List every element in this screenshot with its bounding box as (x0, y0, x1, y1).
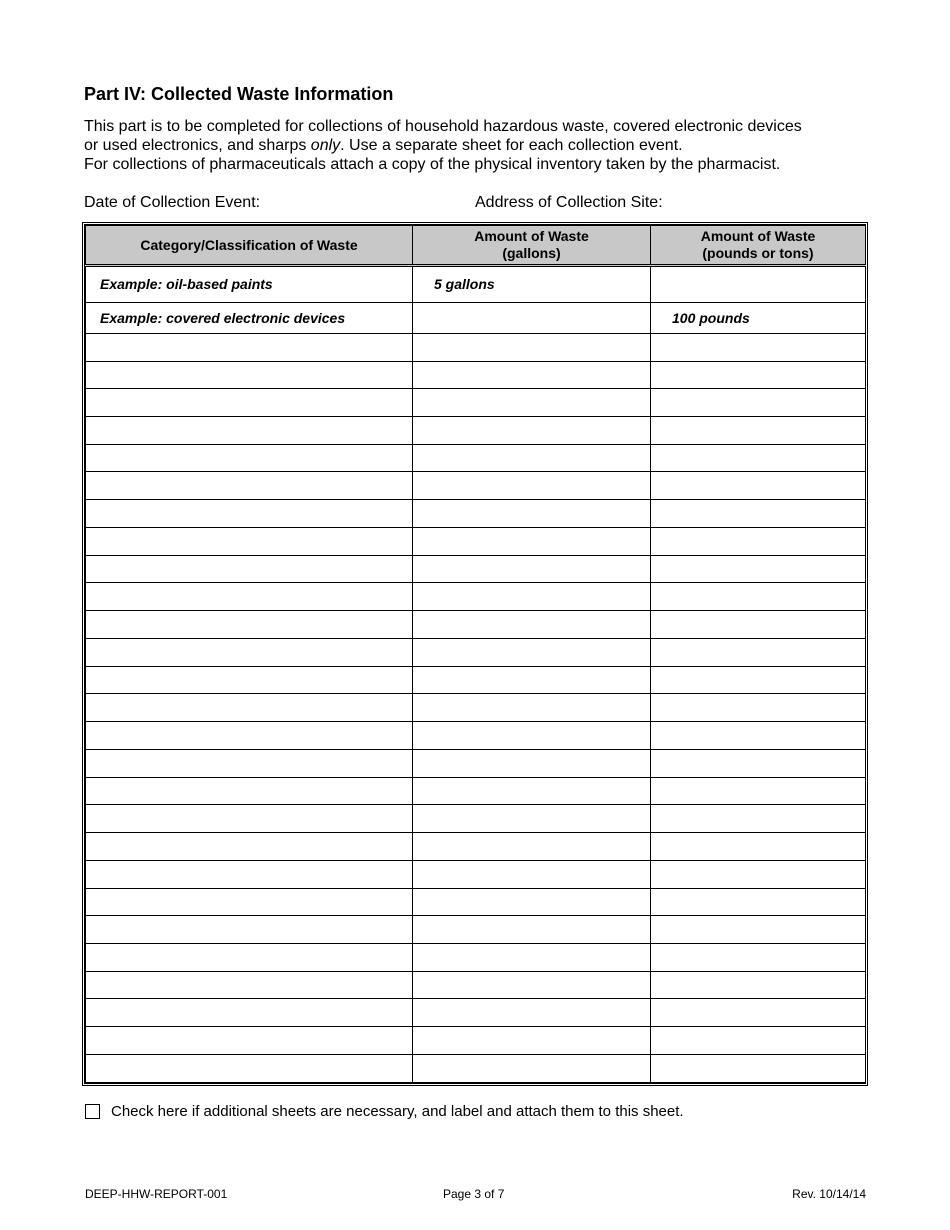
table-row (86, 333, 866, 361)
blank-gallons-cell[interactable] (413, 694, 651, 722)
blank-category-cell[interactable] (86, 777, 413, 805)
blank-pounds-cell[interactable] (651, 888, 866, 916)
blank-pounds-cell[interactable] (651, 916, 866, 944)
blank-pounds-cell[interactable] (651, 527, 866, 555)
blank-gallons-cell[interactable] (413, 583, 651, 611)
table-row (86, 1054, 866, 1082)
blank-pounds-cell[interactable] (651, 805, 866, 833)
blank-category-cell[interactable] (86, 722, 413, 750)
blank-gallons-cell[interactable] (413, 444, 651, 472)
blank-pounds-cell[interactable] (651, 500, 866, 528)
blank-category-cell[interactable] (86, 611, 413, 639)
instructions-line-2 (84, 136, 884, 155)
table-row (86, 1027, 866, 1055)
header-gallons-line-2: (gallons) (502, 245, 561, 261)
instructions (84, 117, 884, 174)
blank-category-cell[interactable] (86, 333, 413, 361)
table-row (86, 971, 866, 999)
table-row (86, 444, 866, 472)
blank-gallons-cell[interactable] (413, 555, 651, 583)
table-body (86, 266, 866, 1083)
instructions-line-2-start: or used electronics, and sharps (84, 137, 311, 154)
blank-category-cell[interactable] (86, 888, 413, 916)
blank-pounds-cell[interactable] (651, 860, 866, 888)
table-row (86, 302, 866, 333)
table-row (86, 694, 866, 722)
blank-pounds-cell[interactable] (651, 999, 866, 1027)
table-row (86, 805, 866, 833)
blank-gallons-cell[interactable] (413, 666, 651, 694)
page-title: Part IV: Collected Waste Information (84, 84, 394, 104)
table-row (86, 943, 866, 971)
header-category: Category/Classification of Waste (86, 226, 413, 266)
example-category-cell[interactable]: Example: oil-based paints (86, 266, 413, 303)
blank-pounds-cell[interactable] (651, 833, 866, 861)
table-row (86, 500, 866, 528)
blank-category-cell[interactable] (86, 555, 413, 583)
blank-category-cell[interactable] (86, 361, 413, 389)
blank-gallons-cell[interactable] (413, 389, 651, 417)
waste-table (85, 225, 866, 1083)
table-row (86, 583, 866, 611)
blank-pounds-cell[interactable] (651, 472, 866, 500)
blank-pounds-cell[interactable] (651, 417, 866, 445)
blank-gallons-cell[interactable] (413, 638, 651, 666)
table-row (86, 666, 866, 694)
blank-gallons-cell[interactable] (413, 472, 651, 500)
blank-gallons-cell[interactable] (413, 999, 651, 1027)
blank-gallons-cell[interactable] (413, 860, 651, 888)
table-row (86, 527, 866, 555)
blank-category-cell[interactable] (86, 999, 413, 1027)
blank-gallons-cell[interactable] (413, 527, 651, 555)
instructions-line-3: For collections of pharmaceuticals attach a copy of the physical inventory taken by the pharmacist. (84, 156, 781, 173)
footer-page-number: Page 3 of 7 (443, 1187, 505, 1201)
blank-category-cell[interactable] (86, 444, 413, 472)
blank-pounds-cell[interactable] (651, 1054, 866, 1082)
address-of-collection-label: Address of Collection Site: (475, 194, 663, 211)
instructions-line-2-emphasis: only (310, 137, 341, 154)
blank-category-cell[interactable] (86, 916, 413, 944)
example-category-cell[interactable]: Example: covered electronic devices (86, 302, 413, 333)
instructions-line-2-end: . Use a separate sheet for each collection event. (340, 137, 683, 154)
footer-form-id: DEEP-HHW-REPORT-001 (85, 1187, 228, 1201)
blank-category-cell[interactable] (86, 805, 413, 833)
footer-revision: Rev. 10/14/14 (792, 1187, 866, 1201)
blank-pounds-cell[interactable] (651, 694, 866, 722)
blank-pounds-cell[interactable] (651, 777, 866, 805)
blank-gallons-cell[interactable] (413, 943, 651, 971)
blank-category-cell[interactable] (86, 749, 413, 777)
blank-pounds-cell[interactable] (651, 389, 866, 417)
blank-gallons-cell[interactable] (413, 361, 651, 389)
additional-sheets-checkbox[interactable] (85, 1104, 100, 1119)
blank-gallons-cell[interactable] (413, 971, 651, 999)
blank-pounds-cell[interactable] (651, 943, 866, 971)
table-row (86, 833, 866, 861)
blank-gallons-cell[interactable] (413, 1027, 651, 1055)
example-gallons-cell[interactable] (413, 302, 651, 333)
blank-category-cell[interactable] (86, 943, 413, 971)
blank-gallons-cell[interactable] (413, 805, 651, 833)
table-row (86, 417, 866, 445)
blank-gallons-cell[interactable] (413, 417, 651, 445)
blank-gallons-cell[interactable] (413, 1054, 651, 1082)
blank-gallons-cell[interactable] (413, 777, 651, 805)
table-row (86, 389, 866, 417)
waste-table-frame (82, 222, 868, 1086)
blank-pounds-cell[interactable] (651, 333, 866, 361)
blank-gallons-cell[interactable] (413, 888, 651, 916)
header-gallons-line-1: Amount of Waste (474, 228, 589, 244)
blank-pounds-cell[interactable] (651, 722, 866, 750)
blank-category-cell[interactable] (86, 1027, 413, 1055)
blank-category-cell[interactable] (86, 583, 413, 611)
blank-gallons-cell[interactable] (413, 916, 651, 944)
blank-category-cell[interactable] (86, 860, 413, 888)
header-gallons (413, 226, 651, 266)
blank-category-cell[interactable] (86, 472, 413, 500)
table-header-row (86, 226, 866, 266)
table-row (86, 361, 866, 389)
blank-pounds-cell[interactable] (651, 638, 866, 666)
table-row (86, 749, 866, 777)
table-row (86, 860, 866, 888)
additional-sheets-label: Check here if additional sheets are necessary, and label and attach them to this sheet. (111, 1103, 684, 1120)
blank-pounds-cell[interactable] (651, 361, 866, 389)
table-row (86, 472, 866, 500)
table-row (86, 638, 866, 666)
table-row (86, 777, 866, 805)
blank-category-cell[interactable] (86, 833, 413, 861)
blank-category-cell[interactable] (86, 1054, 413, 1082)
blank-pounds-cell[interactable] (651, 611, 866, 639)
date-of-collection-label: Date of Collection Event: (84, 194, 261, 211)
blank-pounds-cell[interactable] (651, 444, 866, 472)
blank-pounds-cell[interactable] (651, 971, 866, 999)
blank-gallons-cell[interactable] (413, 722, 651, 750)
example-gallons-cell[interactable]: 5 gallons (413, 266, 651, 303)
table-row (86, 266, 866, 303)
blank-pounds-cell[interactable] (651, 583, 866, 611)
blank-category-cell[interactable] (86, 500, 413, 528)
blank-gallons-cell[interactable] (413, 833, 651, 861)
instructions-line-1: This part is to be completed for collections of household hazardous waste, covered electronic devices (84, 118, 802, 135)
blank-pounds-cell[interactable] (651, 555, 866, 583)
example-pounds-cell[interactable]: 100 pounds (651, 302, 866, 333)
blank-category-cell[interactable] (86, 638, 413, 666)
header-pounds-line-1: Amount of Waste (700, 228, 816, 244)
blank-category-cell[interactable] (86, 694, 413, 722)
blank-pounds-cell[interactable] (651, 749, 866, 777)
blank-gallons-cell[interactable] (413, 500, 651, 528)
table-row (86, 999, 866, 1027)
blank-pounds-cell[interactable] (651, 1027, 866, 1055)
blank-category-cell[interactable] (86, 666, 413, 694)
blank-gallons-cell[interactable] (413, 611, 651, 639)
blank-gallons-cell[interactable] (413, 333, 651, 361)
table-row (86, 555, 866, 583)
additional-sheets-row (85, 1103, 684, 1120)
blank-category-cell[interactable] (86, 417, 413, 445)
table-row (86, 611, 866, 639)
table-row (86, 722, 866, 750)
header-pounds (651, 226, 866, 266)
blank-gallons-cell[interactable] (413, 749, 651, 777)
blank-pounds-cell[interactable] (651, 666, 866, 694)
blank-category-cell[interactable] (86, 527, 413, 555)
blank-category-cell[interactable] (86, 389, 413, 417)
header-pounds-line-2: (pounds or tons) (702, 245, 814, 261)
table-row (86, 916, 866, 944)
table-row (86, 888, 866, 916)
blank-category-cell[interactable] (86, 971, 413, 999)
example-pounds-cell[interactable] (651, 266, 866, 303)
